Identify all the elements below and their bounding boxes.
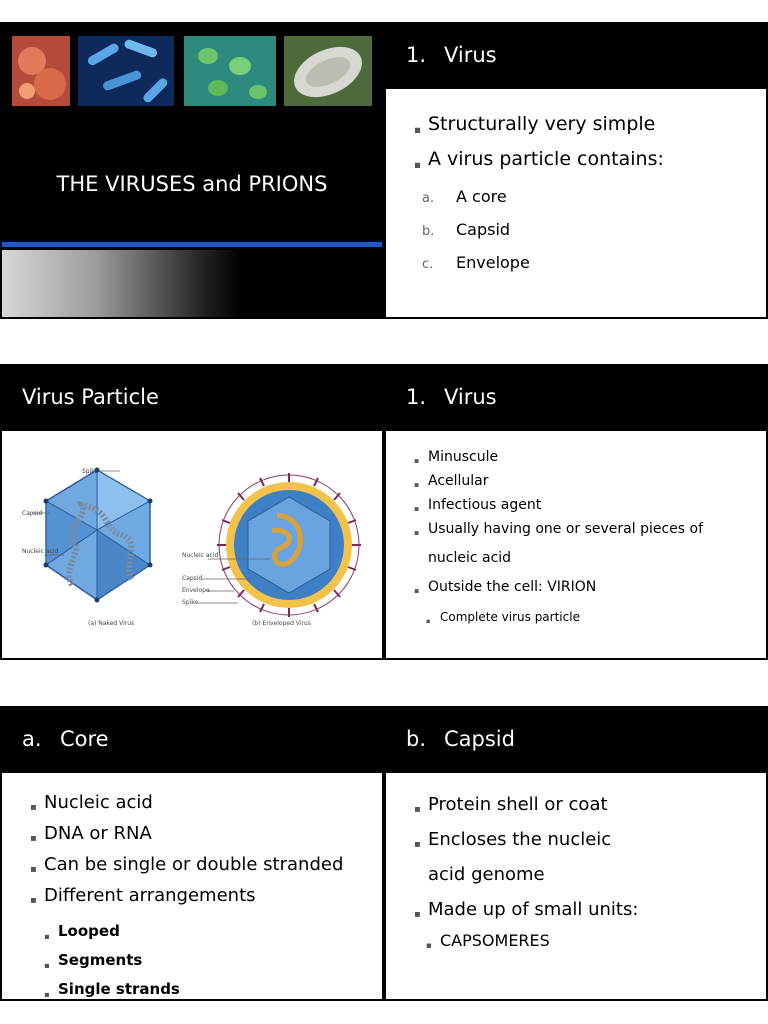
list-item: ▪ DNA or RNA — [30, 818, 343, 849]
lettered-list — [422, 181, 530, 280]
red-virus-image — [12, 36, 70, 106]
slide-body — [386, 428, 766, 658]
slide-title-bar — [386, 366, 766, 428]
label-nucleic-acid: Nucleic acid — [22, 548, 59, 555]
slide-title-bar — [2, 366, 382, 428]
slide-heading: Virus — [444, 43, 497, 67]
label-capsid-b: Capsid — [182, 575, 203, 582]
presentation-title: THE VIRUSES and PRIONS — [56, 172, 328, 196]
naked-virus-drawing — [44, 468, 153, 603]
list-item: a. A core — [422, 187, 507, 206]
bullet-list — [30, 787, 343, 911]
list-item: ▪ Structurally very simple — [414, 107, 664, 142]
label-spike-b: Spike — [182, 599, 199, 606]
slide-virus-particle — [0, 364, 384, 660]
label-capsid: Capsid — [22, 510, 43, 517]
list-item: ▪ Single strands — [44, 975, 180, 1001]
list-item: ▪ Outside the cell: VIRION — [414, 575, 754, 599]
label-nucleic-acid-b: Nucleic acid — [182, 552, 219, 559]
slide-heading: Core — [60, 727, 109, 751]
slide-virus-details — [384, 364, 768, 660]
sub-bullet-list — [426, 929, 550, 953]
slide-heading: Capsid — [444, 727, 515, 751]
list-item: ▪ CAPSOMERES — [426, 929, 550, 953]
list-item: b. Capsid — [422, 220, 511, 239]
list-item: ▪ Encloses the nucleic — [414, 822, 638, 857]
list-item: ▪ Minuscule — [414, 445, 754, 469]
slide-virus-contents — [384, 22, 768, 319]
slide-number: 1. — [406, 385, 427, 409]
list-item: ▪ Infectious agent — [414, 493, 754, 517]
caption-naked: (a) Naked Virus — [88, 620, 135, 627]
bullet-list — [414, 107, 664, 177]
slide-number: b. — [406, 727, 427, 751]
gray-organism-image — [284, 36, 372, 107]
slide-title-bar — [2, 708, 382, 770]
gradient-block — [2, 250, 242, 319]
list-item: ▪ Made up of small units: — [414, 892, 638, 927]
list-item-continuation: nucleic acid — [428, 550, 512, 566]
slide-capsid — [384, 706, 768, 1001]
bullet-list — [414, 787, 638, 927]
image-strip — [12, 36, 372, 108]
slide-title-bar — [386, 708, 766, 770]
slide-number: a. — [22, 727, 42, 751]
slide-body — [386, 770, 766, 999]
list-item: ▪ Looped — [44, 917, 180, 946]
list-item: ▪ Can be single or double stranded — [30, 849, 343, 880]
list-item-continuation: acid genome — [428, 864, 545, 885]
slide-body — [386, 86, 766, 317]
slide-body — [2, 428, 382, 658]
sub-bullet-list — [426, 607, 580, 627]
label-envelope: Envelope — [182, 587, 210, 594]
header-images — [12, 36, 372, 108]
list-item: ▪ Complete virus particle — [426, 607, 580, 627]
slide-body — [2, 770, 382, 999]
slide-heading: Virus Particle — [22, 385, 159, 409]
list-item: ▪ A virus particle contains: — [414, 142, 664, 177]
slide-title-bar — [386, 24, 766, 86]
accent-line — [2, 242, 382, 247]
virus-diagram — [2, 435, 382, 660]
list-item: c. Envelope — [422, 253, 530, 272]
slide-number: 1. — [406, 43, 427, 67]
sub-bullet-list — [44, 917, 180, 1001]
list-item: ▪ Acellular — [414, 469, 754, 493]
slide-core — [0, 706, 384, 1001]
enveloped-virus-drawing — [217, 473, 361, 617]
bullet-list — [414, 445, 754, 599]
slide-heading: Virus — [444, 385, 497, 409]
list-item: ▪ Usually having one or several pieces of — [414, 517, 754, 541]
slide-title — [0, 22, 384, 319]
caption-enveloped: (b) Enveloped Virus — [252, 620, 311, 627]
blue-bacteria-image — [78, 36, 174, 106]
green-cells-image — [184, 36, 276, 106]
label-spike: Spike — [82, 468, 99, 475]
list-item: ▪ Segments — [44, 946, 180, 975]
list-item: ▪ Different arrangements — [30, 880, 343, 911]
list-item: ▪ Nucleic acid — [30, 787, 343, 818]
list-item: ▪ Protein shell or coat — [414, 787, 638, 822]
